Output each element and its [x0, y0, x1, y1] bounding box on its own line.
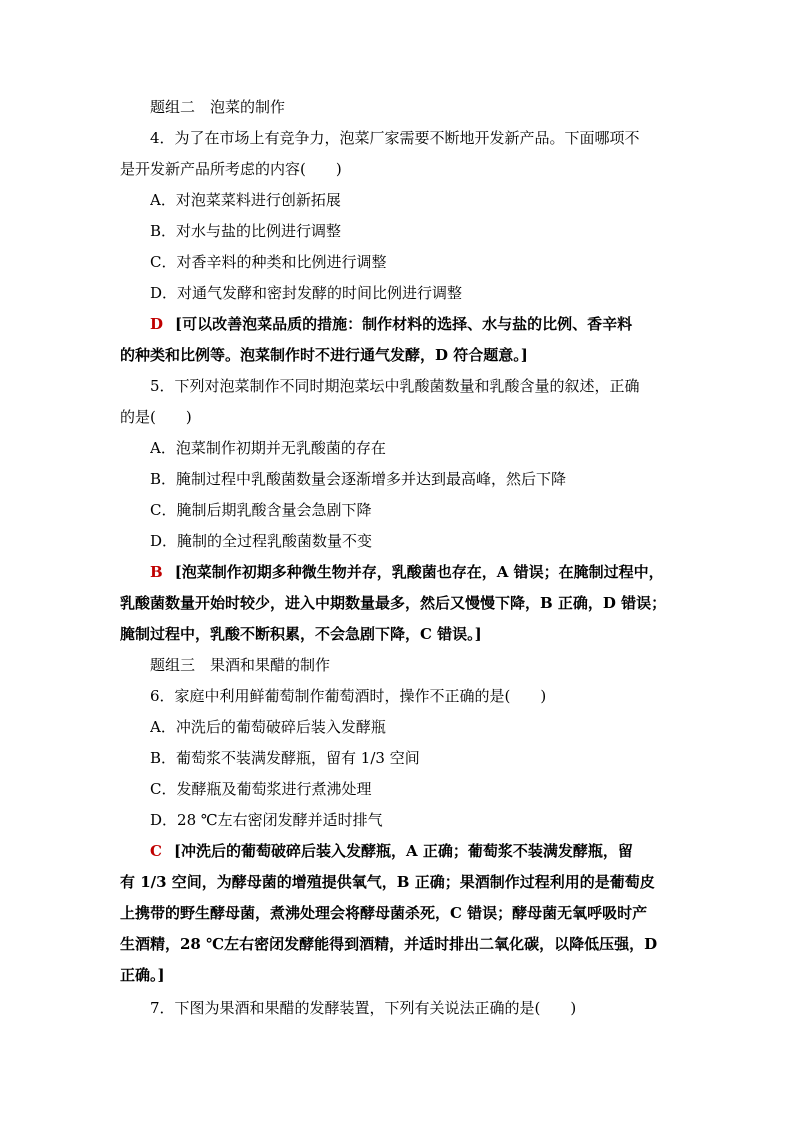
question-4-answer: D — [150, 315, 164, 333]
question-4-option-c: C．对香辛料的种类和比例进行调整 — [150, 253, 387, 271]
question-4-explanation-line2: 的种类和比例等。泡菜制作时不进行通气发酵，D 符合题意。] — [120, 346, 528, 364]
section-title-3: 题组三 果酒和果醋的制作 — [150, 656, 331, 674]
question-6-explanation-line2: 有 1/3 空间，为酵母菌的增殖提供氧气，B 正确；果酒制作过程利用的是葡萄皮 — [120, 873, 655, 891]
question-6-answer: C — [150, 842, 162, 860]
question-5-answer: B — [150, 563, 163, 581]
question-6-explanation-text1: [冲洗后的葡萄破碎后装入发酵瓶，A 正确；葡萄浆不装满发酵瓶，留 — [173, 842, 633, 860]
question-5-option-d: D．腌制的全过程乳酸菌数量不变 — [150, 532, 373, 550]
question-4-option-b: B．对水与盐的比例进行调整 — [150, 222, 342, 240]
question-6-stem-line1: 6．家庭中利用鲜葡萄制作葡萄酒时，操作不正确的是( ) — [150, 687, 547, 705]
question-5-option-b: B．腌制过程中乳酸菌数量会逐渐增多并达到最高峰，然后下降 — [150, 470, 567, 488]
question-5-explanation-line3: 腌制过程中，乳酸不断积累，不会急剧下降，C 错误。] — [120, 625, 482, 643]
question-4-explanation-text1: [可以改善泡菜品质的措施：制作材料的选择、水与盐的比例、香辛料 — [175, 315, 633, 333]
question-5-stem-line2: 的是( ) — [120, 408, 192, 426]
question-6-explanation-line1 — [150, 841, 710, 861]
section-title-2: 题组二 泡菜的制作 — [150, 98, 286, 116]
question-7-stem-line1: 7．下图为果酒和果醋的发酵装置，下列有关说法正确的是( ) — [150, 999, 577, 1017]
question-5-option-a: A．泡菜制作初期并无乳酸菌的存在 — [150, 439, 386, 457]
question-6-option-c: C．发酵瓶及葡萄浆进行煮沸处理 — [150, 780, 372, 798]
question-5-explanation-line2: 乳酸菌数量开始时较少，进入中期数量最多，然后又慢慢下降，B 正确，D 错误； — [120, 594, 667, 612]
question-5-stem-line1: 5．下列对泡菜制作不同时期泡菜坛中乳酸菌数量和乳酸含量的叙述，正确 — [150, 377, 640, 395]
question-4-stem-line2: 是开发新产品所考虑的内容( ) — [120, 160, 342, 178]
question-6-option-d: D．28 ℃左右密闭发酵并适时排气 — [150, 811, 383, 829]
question-5-option-c: C．腌制后期乳酸含量会急剧下降 — [150, 501, 372, 519]
question-6-option-a: A．冲洗后的葡萄破碎后装入发酵瓶 — [150, 718, 386, 736]
question-6-option-b: B．葡萄浆不装满发酵瓶，留有 1/3 空间 — [150, 749, 420, 767]
question-4-stem-line1: 4．为了在市场上有竞争力，泡菜厂家需要不断地开发新产品。下面哪项不 — [150, 129, 640, 147]
question-5-explanation-line1 — [150, 562, 710, 582]
question-6-explanation-line5: 正确。] — [120, 966, 165, 984]
question-4-explanation-line1 — [150, 314, 710, 334]
question-6-explanation-line3: 上携带的野生酵母菌，煮沸处理会将酵母菌杀死，C 错误；酵母菌无氧呼吸时产 — [120, 904, 648, 922]
question-4-option-d: D．对通气发酵和密封发酵的时间比例进行调整 — [150, 284, 463, 302]
question-6-explanation-line4: 生酒精，28 ℃左右密闭发酵能得到酒精，并适时排出二氧化碳，以降低压强，D — [120, 935, 658, 953]
question-4-option-a: A．对泡菜菜料进行创新拓展 — [150, 191, 341, 209]
question-5-explanation-text1: [泡菜制作初期多种微生物并存，乳酸菌也存在，A 错误；在腌制过程中， — [174, 563, 664, 581]
